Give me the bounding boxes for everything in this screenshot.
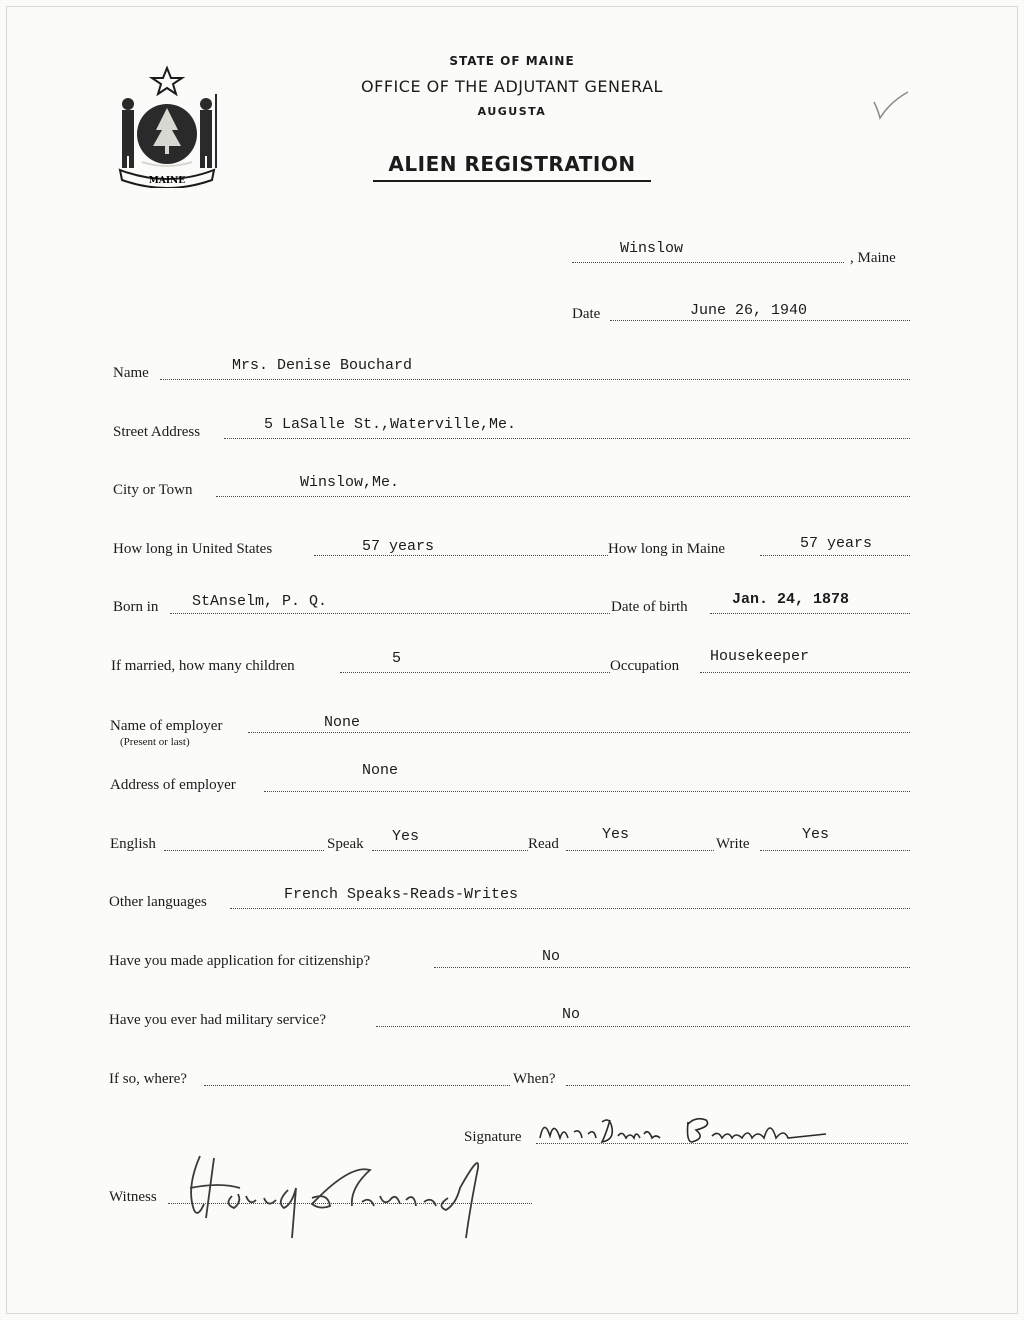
date-label: Date [572, 306, 601, 322]
name-value: Mrs. Denise Bouchard [232, 357, 413, 374]
citizenship-value: No [542, 948, 561, 965]
state-heading: STATE OF MAINE [449, 54, 575, 68]
employer-address-label: Address of employer [110, 777, 236, 793]
city-heading: AUGUSTA [477, 105, 547, 118]
city-line [216, 496, 910, 497]
when-label: When? [513, 1071, 556, 1087]
occupation-label: Occupation [610, 658, 680, 674]
us-years-value: 57 years [362, 538, 435, 555]
place-suffix: , Maine [850, 250, 896, 266]
military-label: Have you ever had military service? [109, 1012, 326, 1028]
date-value: June 26, 1940 [690, 302, 808, 319]
name-line [160, 379, 910, 380]
signature-handwriting [536, 1108, 836, 1156]
speak-line [372, 850, 528, 851]
born-line [170, 613, 610, 614]
employer-value: None [324, 714, 361, 731]
street-value: 5 LaSalle St.,Waterville,Me. [264, 416, 517, 433]
street-label: Street Address [113, 424, 201, 440]
citizenship-line [434, 967, 910, 968]
read-value: Yes [602, 826, 630, 843]
us-years-label: How long in United States [113, 541, 273, 557]
write-line [760, 850, 910, 851]
occupation-value: Housekeeper [710, 648, 810, 665]
place-line [572, 262, 844, 263]
employer-label: Name of employer [110, 718, 223, 734]
employer-sublabel: (Present or last) [120, 736, 190, 748]
write-value: Yes [802, 826, 830, 843]
children-label: If married, how many children [111, 658, 295, 674]
born-value: StAnselm, P. Q. [192, 593, 328, 610]
us-years-line [314, 555, 608, 556]
employer-address-line [264, 791, 910, 792]
citizenship-label: Have you made application for citizenship? [109, 953, 371, 969]
date-line [610, 320, 910, 321]
check-mark-icon [868, 88, 912, 124]
signature-label: Signature [464, 1129, 522, 1145]
born-label: Born in [113, 599, 159, 615]
employer-line [248, 732, 910, 733]
speak-value: Yes [392, 828, 420, 845]
where-label: If so, where? [109, 1071, 187, 1087]
maine-years-value: 57 years [800, 535, 873, 552]
military-value: No [562, 1006, 581, 1023]
office-heading: OFFICE OF THE ADJUTANT GENERAL [361, 77, 663, 96]
children-line [340, 672, 610, 673]
write-label: Write [716, 836, 750, 852]
employer-address-value: None [362, 762, 399, 779]
english-label: English [110, 836, 156, 852]
maine-years-line [760, 555, 910, 556]
other-languages-label: Other languages [109, 894, 207, 910]
speak-label: Speak [327, 836, 364, 852]
city-label: City or Town [113, 482, 193, 498]
other-languages-line [230, 908, 910, 909]
dob-line [710, 613, 910, 614]
occupation-line [700, 672, 910, 673]
where-line [204, 1085, 510, 1086]
svg-text:MAINE: MAINE [148, 176, 186, 186]
place-value: Winslow [620, 240, 684, 257]
street-line [224, 438, 910, 439]
name-label: Name [113, 365, 149, 381]
city-value: Winslow,Me. [300, 474, 400, 491]
military-line [376, 1026, 910, 1027]
read-line [566, 850, 714, 851]
witness-label: Witness [109, 1189, 157, 1205]
dob-value: Jan. 24, 1878 [732, 591, 850, 608]
when-line [566, 1085, 910, 1086]
english-line [164, 850, 324, 851]
maine-years-label: How long in Maine [608, 541, 726, 557]
read-label: Read [528, 836, 559, 852]
children-value: 5 [392, 650, 402, 667]
witness-handwriting [180, 1148, 500, 1244]
other-languages-value: French Speaks-Reads-Writes [284, 886, 519, 903]
form-title: ALIEN REGISTRATION [373, 152, 651, 182]
dob-label: Date of birth [611, 599, 688, 615]
